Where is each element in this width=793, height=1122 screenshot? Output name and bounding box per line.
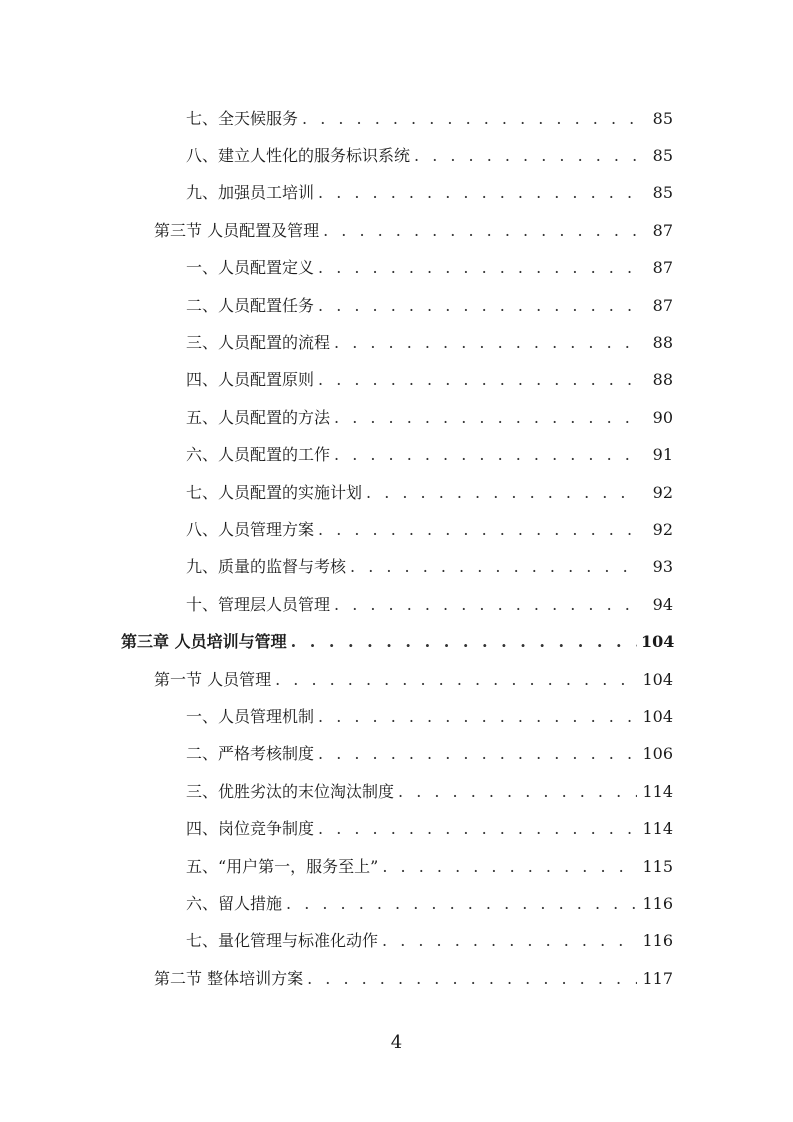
toc-item-entry[interactable] [0, 137, 793, 174]
toc-entry-label: 九、加强员工培训 [186, 183, 315, 203]
page-number: 4 [390, 1032, 403, 1053]
toc-item-entry[interactable] [0, 362, 793, 399]
toc-entry-page-number: 87 [652, 220, 673, 240]
toc-item-entry[interactable] [0, 437, 793, 474]
dot-leader [334, 408, 637, 428]
toc-entry-page-number: 85 [652, 183, 673, 203]
toc-entry-label: 三、优胜劣汰的末位淘汰制度 [186, 781, 395, 801]
dot-leader [318, 370, 637, 390]
toc-item-entry[interactable] [0, 250, 793, 287]
toc-entry-label: 第二节 整体培训方案 [154, 968, 304, 988]
toc-entry-label: 三、人员配置的流程 [186, 333, 331, 353]
toc-entry-label: 一、人员管理机制 [186, 706, 315, 726]
toc-entry-label: 五、“用户第一，服务至上” [186, 856, 379, 876]
toc-entry-page-number: 92 [652, 519, 673, 539]
toc-item-entry[interactable] [0, 923, 793, 960]
dot-leader [414, 146, 637, 166]
toc-entry-label: 二、严格考核制度 [186, 744, 315, 764]
toc-section-entry[interactable] [0, 661, 793, 698]
toc-entry-label: 九、质量的监督与考核 [186, 557, 347, 577]
dot-leader [318, 258, 637, 278]
dot-leader [307, 969, 637, 989]
toc-item-entry[interactable] [0, 698, 793, 735]
dot-leader [318, 819, 637, 839]
dot-leader [318, 183, 637, 203]
dot-leader [350, 557, 637, 577]
toc-entry-page-number: 116 [642, 893, 673, 913]
dot-leader [382, 857, 637, 877]
toc-entry-label: 第三节 人员配置及管理 [154, 220, 320, 240]
toc-item-entry[interactable] [0, 885, 793, 922]
toc-entry-page-number: 92 [652, 482, 673, 502]
toc-item-entry[interactable] [0, 175, 793, 212]
toc-entry-page-number: 114 [642, 781, 673, 801]
toc-item-entry[interactable] [0, 511, 793, 548]
dot-leader [323, 221, 637, 241]
dot-leader [318, 296, 637, 316]
toc-entry-page-number: 93 [652, 557, 673, 577]
toc-section-entry[interactable] [0, 212, 793, 249]
toc-item-entry[interactable] [0, 736, 793, 773]
toc-entry-page-number: 94 [652, 594, 673, 614]
toc-entry-page-number: 87 [652, 295, 673, 315]
dot-leader [275, 670, 637, 690]
toc-entry-label: 八、建立人性化的服务标识系统 [186, 146, 411, 166]
toc-entry-label: 五、人员配置的方法 [186, 407, 331, 427]
dot-leader [366, 483, 637, 503]
toc-entry-page-number: 88 [652, 370, 673, 390]
dot-leader [318, 520, 637, 540]
toc-item-entry[interactable] [0, 586, 793, 623]
toc-entry-page-number: 104 [642, 669, 673, 689]
toc-entry-label: 七、人员配置的实施计划 [186, 482, 363, 502]
table-of-contents [0, 100, 793, 997]
toc-entry-label: 六、留人措施 [186, 893, 283, 913]
toc-entry-page-number: 114 [642, 819, 673, 839]
toc-entry-page-number: 117 [642, 968, 673, 988]
toc-entry-label: 八、人员管理方案 [186, 519, 315, 539]
toc-entry-page-number: 104 [641, 632, 675, 652]
toc-entry-page-number: 87 [652, 258, 673, 278]
dot-leader [382, 931, 637, 951]
dot-leader [286, 894, 637, 914]
dot-leader [398, 782, 637, 802]
toc-chapter-entry[interactable] [0, 623, 793, 660]
toc-item-entry[interactable] [0, 549, 793, 586]
toc-item-entry[interactable] [0, 474, 793, 511]
toc-entry-label: 七、量化管理与标准化动作 [186, 931, 379, 951]
toc-entry-label: 七、全天候服务 [186, 108, 299, 128]
dot-leader [334, 595, 637, 615]
toc-entry-page-number: 88 [652, 333, 673, 353]
toc-item-entry[interactable] [0, 287, 793, 324]
toc-item-entry[interactable] [0, 399, 793, 436]
dot-leader [291, 632, 637, 652]
dot-leader [302, 109, 637, 129]
toc-entry-label: 四、岗位竞争制度 [186, 819, 315, 839]
toc-section-entry[interactable] [0, 960, 793, 997]
toc-entry-page-number: 104 [642, 706, 673, 726]
toc-entry-page-number: 116 [642, 931, 673, 951]
toc-entry-page-number: 91 [652, 445, 673, 465]
toc-item-entry[interactable] [0, 810, 793, 847]
dot-leader [318, 744, 637, 764]
toc-entry-label: 十、管理层人员管理 [186, 594, 331, 614]
toc-item-entry[interactable] [0, 324, 793, 361]
dot-leader [334, 445, 637, 465]
dot-leader [318, 707, 637, 727]
toc-entry-label: 第三章 人员培训与管理 [121, 632, 287, 652]
toc-entry-label: 第一节 人员管理 [154, 669, 272, 689]
toc-entry-page-number: 115 [642, 856, 673, 876]
toc-entry-label: 一、人员配置定义 [186, 258, 315, 278]
dot-leader [334, 333, 637, 353]
toc-entry-page-number: 106 [642, 744, 673, 764]
toc-entry-label: 二、人员配置任务 [186, 295, 315, 315]
toc-entry-page-number: 85 [652, 146, 673, 166]
toc-item-entry[interactable] [0, 773, 793, 810]
toc-entry-label: 六、人员配置的工作 [186, 445, 331, 465]
toc-entry-page-number: 85 [652, 108, 673, 128]
toc-item-entry[interactable] [0, 100, 793, 137]
toc-entry-page-number: 90 [652, 407, 673, 427]
toc-item-entry[interactable] [0, 848, 793, 885]
toc-entry-label: 四、人员配置原则 [186, 370, 315, 390]
